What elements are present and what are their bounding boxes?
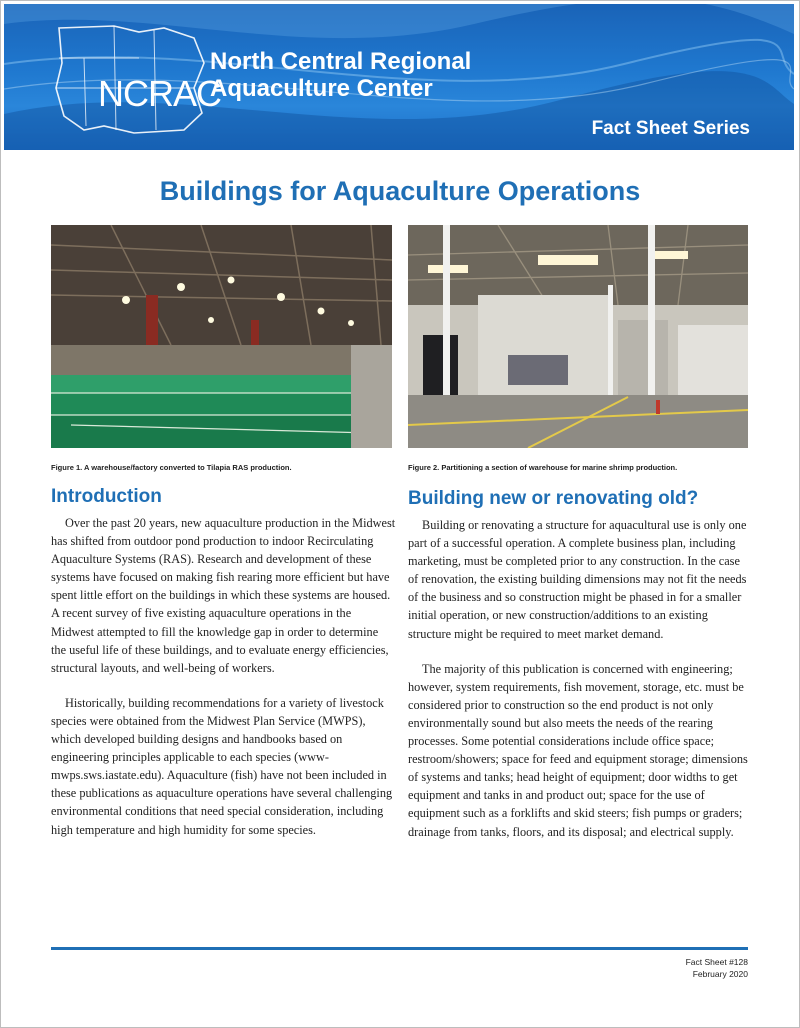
footer-info [686,956,748,980]
document-title: Buildings for Aquaculture Operations [159,176,641,206]
org-name-line-2: Aquaculture Center [210,75,433,102]
introduction-paragraph-1: Over the past 20 years, new aquaculture production in the Midwest has shifted from outdoor pond production to indoor Recirculating Aquaculture Systems (RAS). Research and development of these systems have focused on making fish rearing more efficient but have spent little effort on the buildings in which these systems are housed. A recent survey of five existing aquaculture operations in the Midwest attempted to fill the knowledge gap in order to determine the useful life of these buildings, and to evaluate energy efficiencies, structural layouts, and well-being of workers. [51,516,396,675]
building-section [408,486,753,858]
footer-rule [51,947,748,950]
introduction-paragraph-2: Historically, building recommendations for a variety of livestock species were obtained from the Midwest Plan Service (MWPS), which developed building designs and handbooks based on engineering principles applicable to each species (www-mwps.sws.iastate.edu). Aquaculture (fish) have not been included in these publications as aquaculture operations have several challenging environmental conditions that need special consideration, including high temperature and high humidity for some species. [51,695,393,837]
header-banner [4,4,794,150]
building-paragraph-1: Building or renovating a structure for aquacultural use is only one part of a successful operation. A complete business plan, including marketing, must be completed prior to any construction. In the case of renovation, the existing building dimensions may not fit the needs of the business and so construction might be phased in for a smaller initial operation, or new construction/additions to an existing structure might be required to meet market demand. [408,518,747,641]
publication-date: February 2020 [692,969,748,979]
figure-1-caption: Figure 1. A warehouse/factory converted to Tilapia RAS production. [51,463,292,472]
fact-sheet-number: Fact Sheet #128 [685,957,748,967]
building-heading: Building new or renovating old? [408,488,699,509]
figure-2-photo [408,225,748,448]
series-label: Fact Sheet Series [591,118,750,139]
org-name [210,48,471,102]
figure-2-caption: Figure 2. Partitioning a section of warehouse for marine shrimp production. [408,463,678,472]
ncrac-logo [44,18,222,138]
org-name-line-1: North Central Regional [210,48,472,75]
introduction-heading: Introduction [51,486,162,507]
building-paragraph-2: The majority of this publication is concerned with engineering; however, system requirements, fish movement, storage, etc. must be considered prior to construction so the end product is not only environmentally sound but also meets the needs of the rearing processes. Some potential considerations include office space; restroom/showers; space for feed and equipment storage; dimensions of systems and tanks; head height of equipment; door widths to get equipment and tanks in and product out; space for the use of equipment such as a forklifts and skid steers; fish pumps or graders; drainage from tanks, floors, and its disposal; and electrical supply. [408,661,748,839]
introduction-section [51,486,396,856]
figure-1-photo [51,225,392,448]
logo-text: NCRAC [98,73,222,114]
